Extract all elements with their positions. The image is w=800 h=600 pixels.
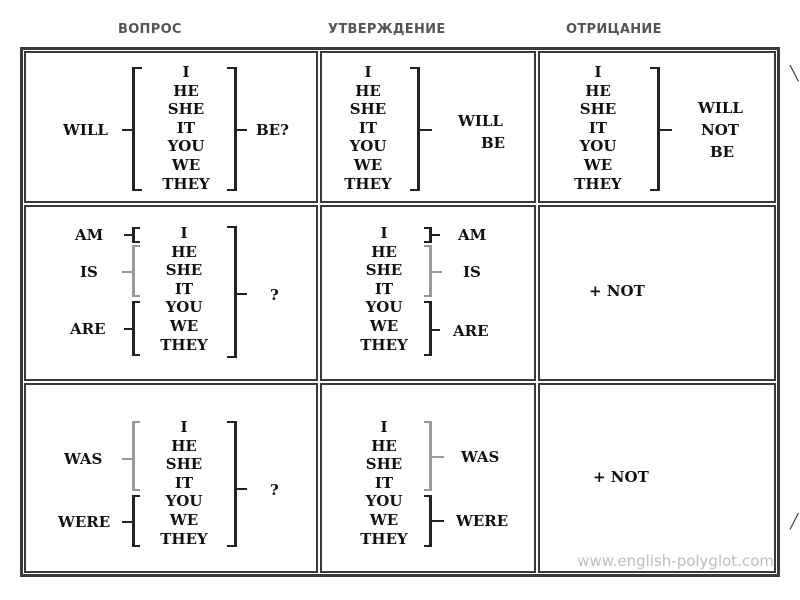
bracket-right bbox=[424, 495, 432, 547]
pronoun-list bbox=[148, 63, 224, 193]
connector bbox=[420, 129, 432, 131]
cell-past-negation bbox=[538, 383, 776, 573]
connector bbox=[122, 521, 132, 523]
connector bbox=[124, 234, 132, 236]
pronoun: WE bbox=[583, 155, 613, 174]
pronoun: WE bbox=[171, 155, 201, 174]
pronoun: THEY bbox=[360, 335, 408, 354]
pronoun: SHE bbox=[165, 455, 203, 474]
question-mark: ? bbox=[270, 286, 279, 304]
pronoun: HE bbox=[585, 81, 611, 100]
bracket-left bbox=[132, 301, 140, 356]
label-be-statement: BE bbox=[481, 134, 506, 152]
connector bbox=[124, 328, 132, 330]
pronoun: THEY bbox=[574, 174, 622, 193]
pronoun: YOU bbox=[365, 298, 403, 317]
connector bbox=[237, 293, 247, 295]
cell-present-negation bbox=[538, 205, 776, 381]
connector bbox=[432, 520, 444, 522]
connector bbox=[237, 488, 247, 490]
pronoun: I bbox=[594, 63, 602, 81]
pronoun: SHE bbox=[365, 455, 403, 474]
header-negation: ОТРИЦАНИЕ bbox=[566, 22, 662, 37]
pronoun: IT bbox=[176, 118, 196, 137]
bracket-right bbox=[424, 421, 432, 491]
pronoun: SHE bbox=[167, 100, 205, 119]
pronoun: YOU bbox=[579, 137, 617, 156]
connector bbox=[122, 129, 132, 131]
pronoun: THEY bbox=[360, 529, 408, 548]
pronoun: WE bbox=[353, 155, 383, 174]
pronoun: YOU bbox=[167, 137, 205, 156]
bracket-right bbox=[650, 67, 660, 191]
pronoun: HE bbox=[355, 81, 381, 100]
connector bbox=[237, 129, 247, 131]
label-not-negation: NOT bbox=[701, 121, 739, 139]
pronoun: THEY bbox=[344, 174, 392, 193]
bracket-right bbox=[227, 421, 237, 547]
label-were: WERE bbox=[58, 513, 111, 531]
label-will: WILL bbox=[63, 121, 108, 139]
label-is: IS bbox=[80, 263, 98, 281]
pronoun: SHE bbox=[365, 261, 403, 280]
bracket-right bbox=[410, 67, 420, 191]
pronoun: I bbox=[180, 418, 188, 436]
bracket-left bbox=[132, 495, 140, 547]
pronoun: WE bbox=[169, 316, 199, 335]
pronoun: YOU bbox=[349, 137, 387, 156]
pronoun: HE bbox=[171, 436, 197, 455]
label-will-negation: WILL bbox=[698, 99, 743, 117]
connector bbox=[122, 271, 132, 273]
negation-plus-not: + NOT bbox=[593, 468, 649, 486]
negation-plus-not: + NOT bbox=[589, 282, 645, 300]
pronoun: THEY bbox=[160, 529, 208, 548]
pronoun: I bbox=[364, 63, 372, 81]
label-are: ARE bbox=[70, 320, 106, 338]
header-question: ВОПРОС bbox=[118, 22, 182, 37]
pronoun-list bbox=[146, 224, 222, 354]
pronoun: IT bbox=[588, 118, 608, 137]
pronoun-list bbox=[146, 418, 222, 548]
label-were: WERE bbox=[456, 512, 509, 530]
pronoun: I bbox=[182, 63, 190, 81]
connector bbox=[432, 271, 442, 273]
watermark: www.english-polyglot.com bbox=[577, 552, 774, 570]
pronoun: THEY bbox=[162, 174, 210, 193]
label-be-question: BE? bbox=[256, 121, 289, 139]
pronoun: YOU bbox=[165, 298, 203, 317]
label-was: WAS bbox=[461, 448, 500, 466]
bracket-right bbox=[227, 226, 237, 358]
pronoun: YOU bbox=[165, 492, 203, 511]
pronoun: HE bbox=[371, 242, 397, 261]
pronoun: THEY bbox=[160, 335, 208, 354]
edge-mark: ╲ bbox=[790, 66, 799, 82]
pronoun: SHE bbox=[165, 261, 203, 280]
label-am: AM bbox=[75, 226, 104, 244]
pronoun: IT bbox=[174, 473, 194, 492]
pronoun: IT bbox=[358, 118, 378, 137]
pronoun: HE bbox=[171, 242, 197, 261]
label-are: ARE bbox=[453, 322, 489, 340]
pronoun: IT bbox=[374, 279, 394, 298]
bracket-right bbox=[424, 245, 432, 297]
pronoun-list bbox=[560, 63, 636, 193]
bracket-left bbox=[132, 421, 140, 491]
pronoun: IT bbox=[174, 279, 194, 298]
bracket-left bbox=[132, 67, 142, 191]
header-statement: УТВЕРЖДЕНИЕ bbox=[328, 22, 446, 37]
pronoun-list bbox=[330, 63, 406, 193]
bracket-right bbox=[424, 301, 432, 356]
connector bbox=[432, 329, 440, 331]
pronoun: SHE bbox=[579, 100, 617, 119]
connector bbox=[122, 458, 132, 460]
label-am: AM bbox=[458, 226, 487, 244]
connector bbox=[660, 129, 672, 131]
bracket-right bbox=[227, 67, 237, 191]
pronoun: SHE bbox=[349, 100, 387, 119]
edge-mark: ╱ bbox=[790, 514, 799, 530]
pronoun-list bbox=[346, 418, 422, 548]
pronoun: YOU bbox=[365, 492, 403, 511]
pronoun: IT bbox=[374, 473, 394, 492]
pronoun: WE bbox=[369, 316, 399, 335]
bracket-right bbox=[424, 227, 432, 243]
connector bbox=[432, 234, 440, 236]
bracket-left bbox=[132, 245, 140, 297]
pronoun: HE bbox=[173, 81, 199, 100]
label-will-statement: WILL bbox=[458, 112, 503, 130]
pronoun: I bbox=[180, 224, 188, 242]
bracket-left bbox=[132, 227, 140, 243]
pronoun: WE bbox=[169, 510, 199, 529]
pronoun: HE bbox=[371, 436, 397, 455]
pronoun: I bbox=[380, 224, 388, 242]
label-is: IS bbox=[463, 263, 481, 281]
question-mark: ? bbox=[270, 481, 279, 499]
connector bbox=[432, 456, 444, 458]
pronoun: I bbox=[380, 418, 388, 436]
label-be-negation: BE bbox=[710, 143, 735, 161]
pronoun-list bbox=[346, 224, 422, 354]
pronoun: WE bbox=[369, 510, 399, 529]
label-was: WAS bbox=[64, 450, 103, 468]
